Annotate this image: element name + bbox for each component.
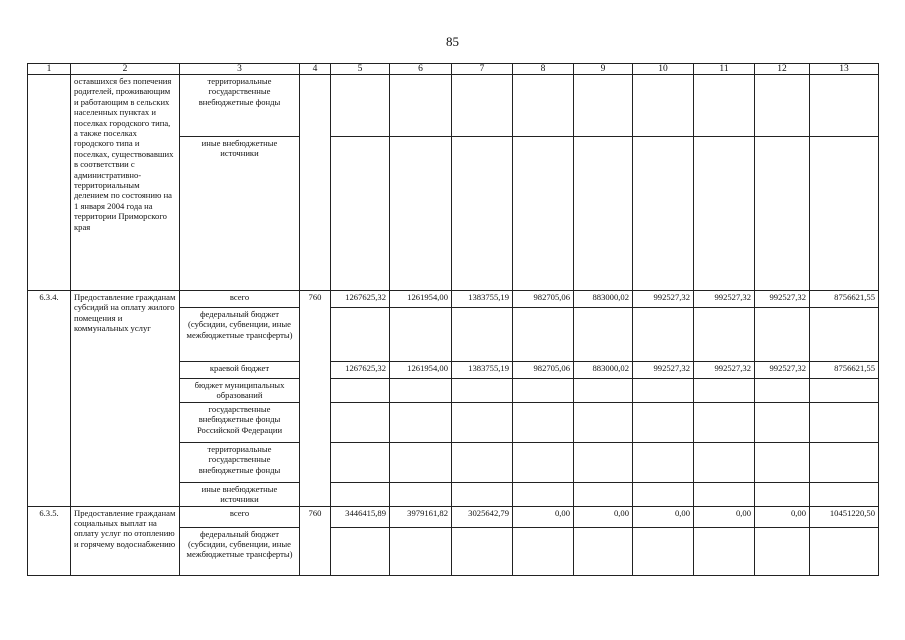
- value-cell: [755, 482, 810, 506]
- value-cell: [452, 75, 513, 137]
- value-cell: [755, 308, 810, 362]
- value-cell: 1267625,32: [331, 362, 390, 379]
- value-cell: [755, 527, 810, 575]
- value-cell: [574, 442, 633, 482]
- value-cell: 982705,06: [513, 362, 574, 379]
- value-cell: [331, 482, 390, 506]
- value-cell: [633, 442, 694, 482]
- value-cell: [694, 379, 755, 403]
- value-cell: 992527,32: [755, 291, 810, 308]
- code-cell: 760: [300, 291, 331, 507]
- value-cell: 883000,02: [574, 291, 633, 308]
- value-cell: 8756621,55: [810, 362, 879, 379]
- value-cell: [390, 402, 452, 442]
- value-cell: [390, 137, 452, 291]
- value-cell: [694, 308, 755, 362]
- value-cell: 3446415,89: [331, 506, 390, 527]
- col-header: 11: [694, 64, 755, 75]
- value-cell: 1261954,00: [390, 362, 452, 379]
- value-cell: [633, 137, 694, 291]
- value-cell: [810, 308, 879, 362]
- item-number-cell: 6.3.5.: [28, 506, 71, 575]
- value-cell: [755, 402, 810, 442]
- value-cell: [694, 442, 755, 482]
- value-cell: [513, 75, 574, 137]
- code-cell: [300, 75, 331, 291]
- value-cell: [810, 75, 879, 137]
- value-cell: [452, 527, 513, 575]
- value-cell: 10451220,50: [810, 506, 879, 527]
- table-row: [28, 75, 879, 137]
- funding-source-cell: бюджет муниципальных образований: [180, 379, 300, 403]
- col-header: 2: [71, 64, 180, 75]
- value-cell: [694, 527, 755, 575]
- value-cell: 1383755,19: [452, 291, 513, 308]
- value-cell: [331, 442, 390, 482]
- value-cell: [694, 137, 755, 291]
- value-cell: [513, 379, 574, 403]
- item-description-cell: Предоставление гражданам субсидий на оплату жилого помещения и коммунальных услуг: [71, 291, 180, 507]
- value-cell: [810, 527, 879, 575]
- value-cell: [574, 308, 633, 362]
- value-cell: [810, 379, 879, 403]
- value-cell: [755, 379, 810, 403]
- value-cell: [574, 482, 633, 506]
- page-number: 85: [446, 34, 459, 49]
- value-cell: 992527,32: [633, 362, 694, 379]
- value-cell: 3025642,79: [452, 506, 513, 527]
- value-cell: [633, 379, 694, 403]
- value-cell: 1261954,00: [390, 291, 452, 308]
- col-header: 7: [452, 64, 513, 75]
- value-cell: 1267625,32: [331, 291, 390, 308]
- funding-source-cell: территориальные государственные внебюджетные фонды: [180, 75, 300, 137]
- value-cell: [331, 75, 390, 137]
- value-cell: [390, 442, 452, 482]
- value-cell: [513, 308, 574, 362]
- value-cell: [633, 527, 694, 575]
- item-description-cell: Предоставление гражданам социальных выплат на оплату услуг по отоплению и горячему водоснабжению: [71, 506, 180, 575]
- funding-source-cell: федеральный бюджет (субсидии, субвенции, иные межбюджетные трансферты): [180, 308, 300, 362]
- funding-source-cell: федеральный бюджет (субсидии, субвенции, иные межбюджетные трансферты): [180, 527, 300, 575]
- budget-table: [27, 63, 879, 576]
- value-cell: [452, 482, 513, 506]
- col-header: 6: [390, 64, 452, 75]
- value-cell: 992527,32: [755, 362, 810, 379]
- value-cell: [810, 442, 879, 482]
- value-cell: [390, 75, 452, 137]
- value-cell: [633, 308, 694, 362]
- value-cell: 0,00: [574, 506, 633, 527]
- col-header: 5: [331, 64, 390, 75]
- item-number-cell: 6.3.4.: [28, 291, 71, 507]
- value-cell: [633, 75, 694, 137]
- value-cell: 883000,02: [574, 362, 633, 379]
- funding-source-cell: краевой бюджет: [180, 362, 300, 379]
- funding-source-cell: государственные внебюджетные фонды Российской Федерации: [180, 402, 300, 442]
- value-cell: [513, 137, 574, 291]
- value-cell: [810, 137, 879, 291]
- value-cell: [810, 482, 879, 506]
- funding-source-cell: всего: [180, 291, 300, 308]
- col-header: 10: [633, 64, 694, 75]
- value-cell: [452, 442, 513, 482]
- col-header: 9: [574, 64, 633, 75]
- item-description-cell: оставшихся без попечения родителей, проживающим и работающим в сельских населенных пунктах и поселках городского типа, а также поселках городского типа и поселках, существовавших в соответствии с административно-территориальным делением по состоянию на 1 января 2004 года на территории Приморского края: [71, 75, 180, 291]
- value-cell: 982705,06: [513, 291, 574, 308]
- value-cell: [390, 379, 452, 403]
- value-cell: 0,00: [513, 506, 574, 527]
- code-cell: 760: [300, 506, 331, 575]
- item-number-cell: [28, 75, 71, 291]
- value-cell: [513, 402, 574, 442]
- col-header: 4: [300, 64, 331, 75]
- value-cell: [452, 379, 513, 403]
- col-header: 8: [513, 64, 574, 75]
- value-cell: 992527,32: [694, 291, 755, 308]
- value-cell: [331, 527, 390, 575]
- value-cell: [633, 402, 694, 442]
- funding-source-cell: иные внебюджетные источники: [180, 137, 300, 291]
- value-cell: [390, 308, 452, 362]
- value-cell: [574, 402, 633, 442]
- col-header: 1: [28, 64, 71, 75]
- value-cell: [452, 308, 513, 362]
- funding-source-cell: иные внебюджетные источники: [180, 482, 300, 506]
- col-header: 12: [755, 64, 810, 75]
- value-cell: 992527,32: [694, 362, 755, 379]
- value-cell: 3979161,82: [390, 506, 452, 527]
- value-cell: [452, 402, 513, 442]
- value-cell: [452, 137, 513, 291]
- value-cell: [694, 482, 755, 506]
- table-row: [28, 506, 879, 527]
- value-cell: [633, 482, 694, 506]
- col-header: 3: [180, 64, 300, 75]
- value-cell: [694, 75, 755, 137]
- funding-source-cell: территориальные государственные внебюджетные фонды: [180, 442, 300, 482]
- col-header: 13: [810, 64, 879, 75]
- value-cell: 0,00: [694, 506, 755, 527]
- header-row: [28, 64, 879, 75]
- value-cell: 1383755,19: [452, 362, 513, 379]
- value-cell: [390, 482, 452, 506]
- value-cell: [331, 137, 390, 291]
- value-cell: [513, 527, 574, 575]
- value-cell: [755, 442, 810, 482]
- value-cell: [513, 442, 574, 482]
- funding-source-cell: всего: [180, 506, 300, 527]
- value-cell: [574, 75, 633, 137]
- value-cell: [574, 379, 633, 403]
- value-cell: 0,00: [755, 506, 810, 527]
- value-cell: [574, 527, 633, 575]
- value-cell: [755, 75, 810, 137]
- value-cell: 8756621,55: [810, 291, 879, 308]
- value-cell: 0,00: [633, 506, 694, 527]
- value-cell: [331, 379, 390, 403]
- value-cell: [694, 402, 755, 442]
- value-cell: [331, 402, 390, 442]
- value-cell: [574, 137, 633, 291]
- value-cell: [331, 308, 390, 362]
- value-cell: [390, 527, 452, 575]
- value-cell: [513, 482, 574, 506]
- value-cell: [810, 402, 879, 442]
- value-cell: [755, 137, 810, 291]
- value-cell: 992527,32: [633, 291, 694, 308]
- table-row: [28, 291, 879, 308]
